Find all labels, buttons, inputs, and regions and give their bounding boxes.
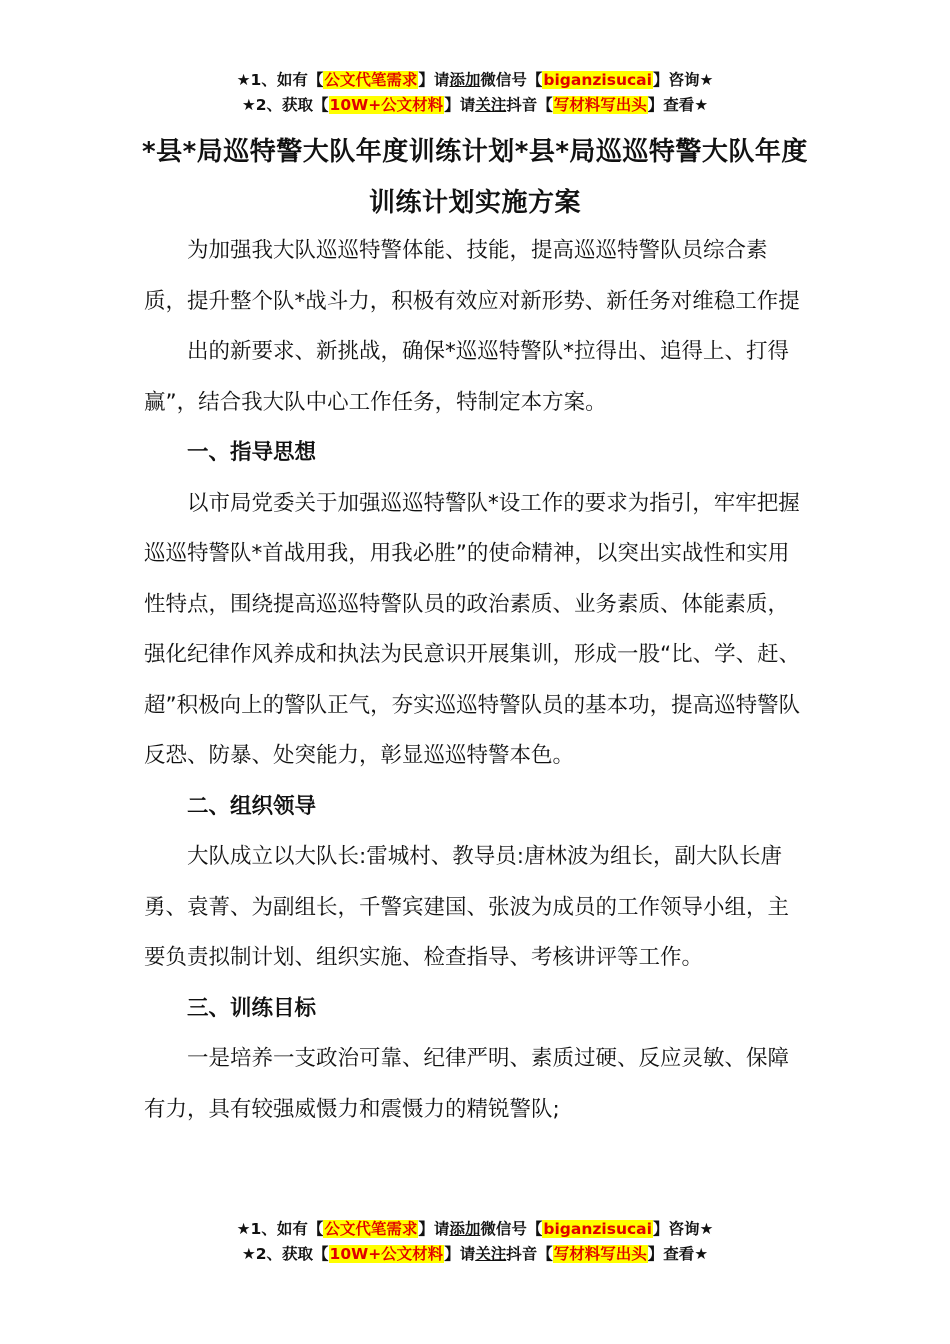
section-heading-organization: 二、组织领导 — [187, 793, 317, 819]
promo-line-2: ★2、获取【10W+公文材料】请关注抖音【写材料写出头】查看★ — [241, 1245, 709, 1263]
highlight-wechat-id: biganzisucai — [543, 1220, 652, 1238]
intro-paragraph-1: 为加强我大队巡巡特警体能、技能，提高巡巡特警队员综合素质，提升整个队*战斗力，积极有效应对新形势、新任务对维稳工作提 — [144, 238, 800, 314]
section-paragraph-guiding-ideology: 以市局党委关于加强巡巡特警队*设工作的要求为指引，牢牢把握巡巡特警队*首战用我，用我必胜”的使命精神，以突出实战性和实用性特点，围绕提高巡巡特警队员的政治素质、业务素质、体能素质，强化纪律作风养成和执法为民意识开展集训，形成一股“比、学、赶、超”积极向上的警队正气，夯实巡巡特警队员的基本功，提高巡特警队反恐、防暴、处突能力，彰显巡巡特警本色。 — [144, 490, 801, 768]
promo-banner-top — [0, 68, 950, 118]
promo-banner-bottom — [0, 1217, 950, 1267]
section-paragraph-training-goals: 一是培养一支政治可靠、纪律严明、素质过硬、反应灵敏、保障有力，具有较强威慑力和震慑力的精锐警队; — [144, 1046, 790, 1122]
document-body — [144, 226, 808, 1135]
document-title: *县*局巡特警大队年度训练计划*县*局巡巡特警大队年度 训练计划实施方案 — [142, 137, 808, 218]
highlight-douyin: 写材料写出头 — [553, 1245, 647, 1263]
highlight-douyin: 写材料写出头 — [553, 96, 647, 114]
promo-line-1: ★1、如有【公文代笔需求】请添加微信号【biganzisucai】咨询★ — [236, 1220, 714, 1238]
highlight-service: 公文代笔需求 — [324, 71, 418, 89]
promo-line-2: ★2、获取【10W+公文材料】请关注抖音【写材料写出头】查看★ — [241, 96, 709, 114]
highlight-materials: 10W+公文材料 — [329, 96, 444, 114]
highlight-materials: 10W+公文材料 — [329, 1245, 444, 1263]
section-heading-guiding-ideology: 一、指导思想 — [187, 440, 317, 465]
highlight-service: 公文代笔需求 — [324, 1220, 418, 1238]
section-heading-training-goals: 三、训练目标 — [187, 995, 317, 1021]
intro-paragraph-2: 出的新要求、新挑战，确保*巡巡特警队*拉得出、追得上、打得赢”，结合我大队中心工作任务，特制定本方案。 — [144, 339, 790, 415]
section-paragraph-organization: 大队成立以大队长:雷城村、教导员:唐林波为组长，副大队长唐勇、袁菁、为副组长，千警宾建国、张波为成员的工作领导小组，主要负责拟制计划、组织实施、检查指导、考核讲评等工作。 — [144, 844, 790, 970]
promo-line-1: ★1、如有【公文代笔需求】请添加微信号【biganzisucai】咨询★ — [236, 71, 714, 89]
highlight-wechat-id: biganzisucai — [543, 71, 652, 89]
